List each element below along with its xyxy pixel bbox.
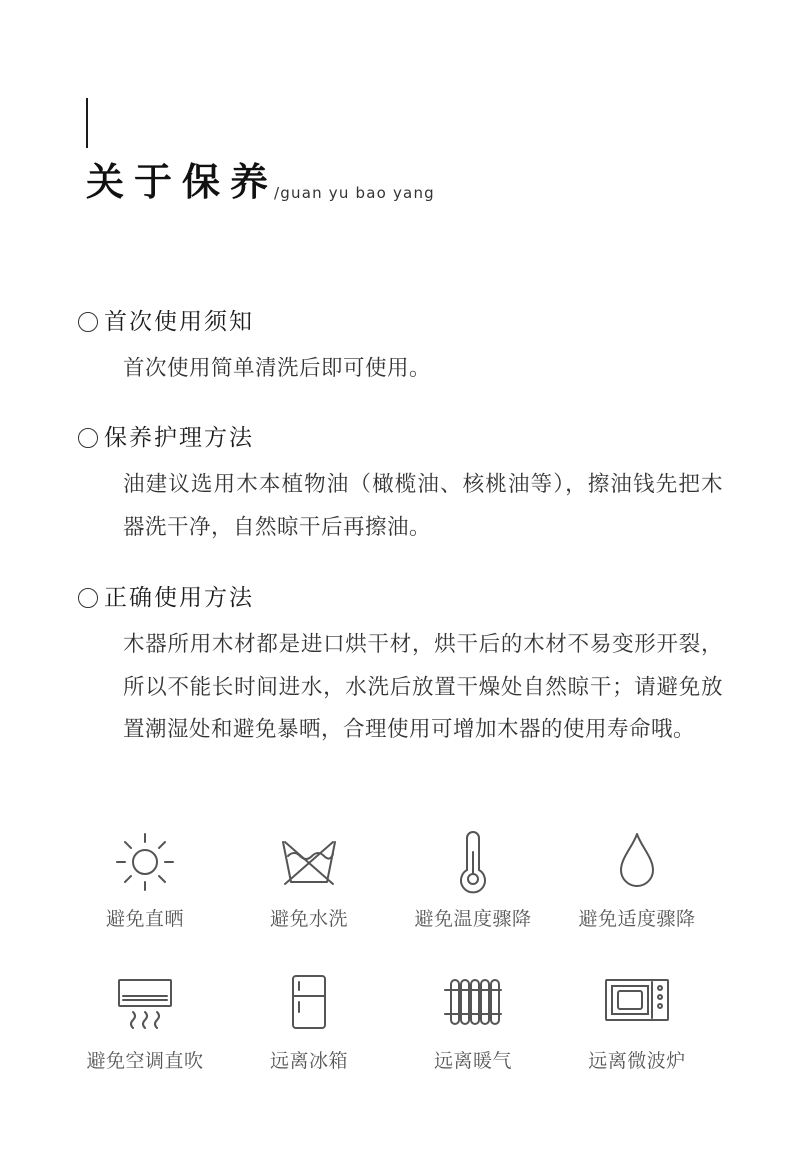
section-title: 首次使用须知 (104, 309, 254, 335)
care-item-label: 远离冰箱 (269, 1050, 348, 1072)
care-item-label: 远离微波炉 (588, 1050, 686, 1072)
refrigerator-icon (277, 972, 341, 1036)
sun-icon (113, 830, 177, 894)
microwave-icon (602, 972, 672, 1036)
care-item-label: 远离暖气 (433, 1050, 512, 1072)
circle-bullet-icon (78, 428, 98, 448)
care-item-sun (65, 830, 225, 931)
section-care-method (78, 420, 738, 549)
page-title: 关于保养 (86, 159, 279, 204)
air-conditioner-icon (113, 972, 177, 1036)
care-item-label: 避免直晒 (105, 908, 184, 930)
section-body: 油建议选用木本植物油（橄榄油、核桃油等），擦油钱先把木器洗干净，自然晾干后再擦油。 (123, 472, 723, 540)
care-item-no-wash (229, 830, 389, 931)
care-item-thermometer (393, 830, 553, 931)
section-body: 首次使用简单清洗后即可使用。 (123, 356, 432, 381)
section-correct-use (78, 580, 738, 752)
header (86, 158, 435, 206)
care-item-label: 避免空调直吹 (86, 1050, 204, 1072)
circle-bullet-icon (78, 588, 98, 608)
care-item-refrigerator (229, 972, 389, 1073)
no-wash-icon (277, 830, 341, 894)
radiator-icon (441, 972, 505, 1036)
thermometer-icon (441, 830, 505, 894)
accent-bar (86, 98, 88, 148)
care-item-microwave (557, 972, 717, 1073)
care-item-water-drop (557, 830, 717, 931)
section-title: 正确使用方法 (104, 585, 254, 611)
section-body: 木器所用木材都是进口烘干材，烘干后的木材不易变形开裂，所以不能长时间进水，水洗后放置干燥处自然晾干；请避免放置潮湿处和避免暴晒，合理使用可增加木器的使用寿命哦。 (123, 632, 723, 742)
care-item-label: 避免水洗 (269, 908, 348, 930)
care-item-radiator (393, 972, 553, 1073)
water-drop-icon (605, 830, 669, 894)
circle-bullet-icon (78, 312, 98, 332)
care-item-label: 避免适度骤降 (578, 908, 696, 930)
section-first-use (78, 304, 738, 391)
care-item-air-conditioner (65, 972, 225, 1073)
care-item-label: 避免温度骤降 (414, 908, 532, 930)
section-title: 保养护理方法 (104, 425, 254, 451)
page-subtitle: /guan yu bao yang (274, 184, 435, 202)
